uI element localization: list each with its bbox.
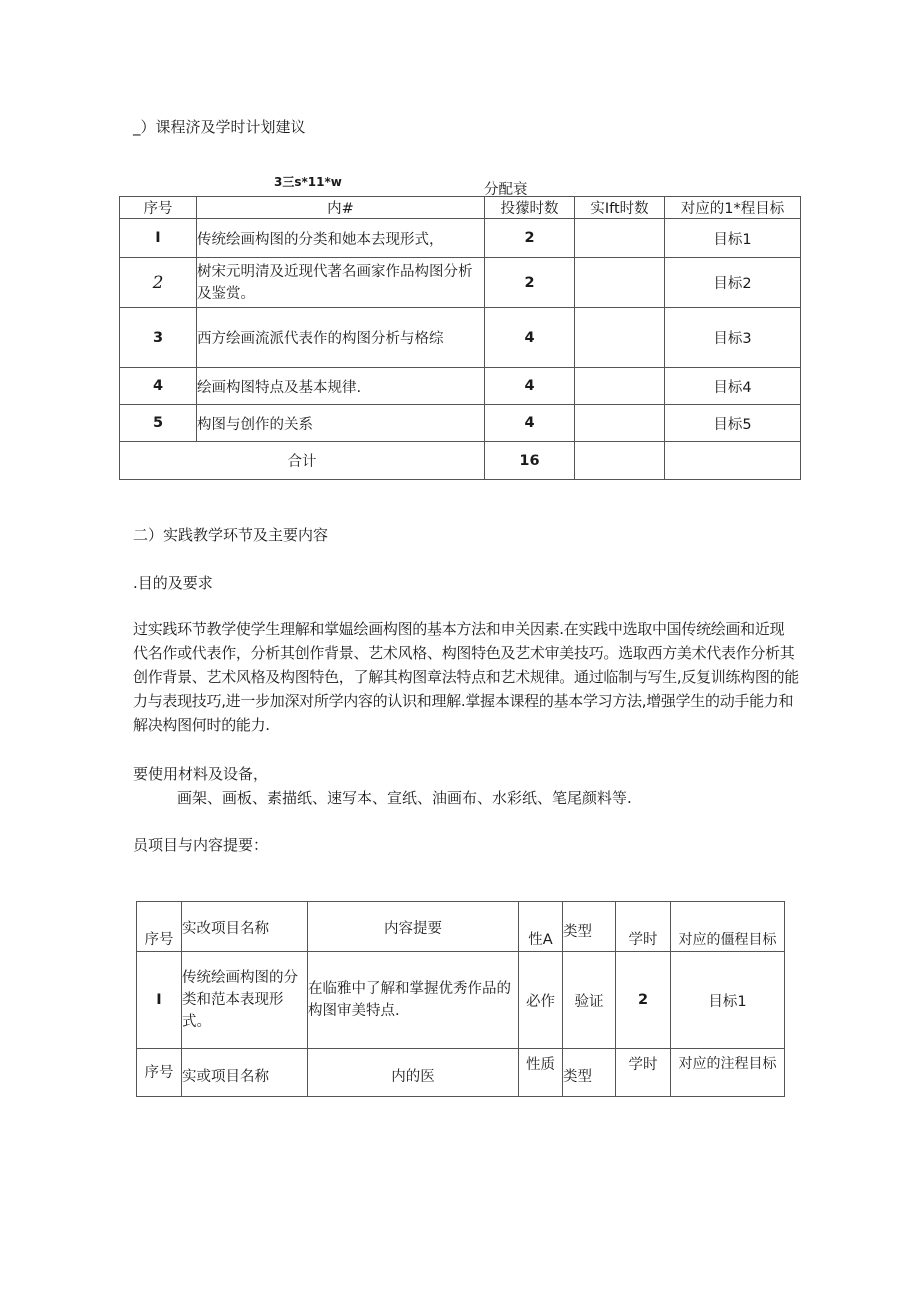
row-hours: 4: [485, 405, 575, 442]
header-summary: 内容提要: [308, 902, 519, 952]
row-target: 目标2: [665, 258, 801, 308]
row-no: I: [137, 952, 182, 1049]
header-no: 序号: [137, 902, 182, 952]
row-content: 传统绘画构图的分类和她本去现形式，: [197, 219, 485, 258]
row-target: 目标5: [665, 405, 801, 442]
row-hours: 4: [485, 308, 575, 368]
projects-heading: 员项目与内容提要：: [133, 836, 269, 854]
header-target: 对应的僵程目标: [671, 902, 785, 952]
goal-paragraph: [133, 617, 833, 737]
goal-line: 创作背景、艺术风格及构图特色，了解其构图章法特点和艺术规律。通过临制与写生,反复训练构图的能: [133, 668, 799, 686]
table-repeat-header-row: [137, 1049, 785, 1097]
row-no: 5: [120, 405, 197, 442]
row-no: 2: [120, 258, 197, 308]
table-row: [120, 368, 801, 405]
row-content: 西方绘画流派代表作的构图分析与格综: [197, 308, 485, 368]
materials-list: 画架、画板、素描纸、速写本、宣纸、油画布、水彩纸、笔尾颜料等.: [177, 789, 632, 807]
row-practice: [575, 219, 665, 258]
row-hours: 2: [485, 219, 575, 258]
header-hours: 投獴时数: [485, 197, 575, 219]
row-nature: 必作: [519, 952, 563, 1049]
row-practice: [575, 258, 665, 308]
table-header-row: [137, 902, 785, 952]
header-target: 对应的1*程目标: [665, 197, 801, 219]
section2-heading: 二）实践教学环节及主要内容: [133, 526, 329, 544]
table-row: [120, 405, 801, 442]
repeat-header-no: 序号: [137, 1049, 182, 1097]
header-type: 类型: [563, 902, 616, 952]
header-practice-hours: 实Ift时数: [575, 197, 665, 219]
table-row: [120, 219, 801, 258]
header-hours: 学时: [616, 902, 671, 952]
table-header-row: [120, 197, 801, 219]
row-content: 构图与创作的关系: [197, 405, 485, 442]
header-no: 序号: [120, 197, 197, 219]
header-nature: 性A: [519, 902, 563, 952]
header-name: 实改项目名称: [182, 902, 308, 952]
row-content: 树宋元明清及近现代著名画家作品构图分析及鉴赏。: [197, 258, 485, 308]
materials-heading: 要使用材料及设备，: [133, 765, 269, 783]
row-target: 目标3: [665, 308, 801, 368]
goal-line: 代名作或代表作，分析其创作背景、艺术风格、构图特色及艺术审美技巧。选取西方美术代表作分析其: [133, 644, 795, 662]
repeat-header-summary: 内的医: [308, 1049, 519, 1097]
row-practice: [575, 308, 665, 368]
total-practice: [575, 442, 665, 480]
row-no: 4: [120, 368, 197, 405]
table-total-row: [120, 442, 801, 480]
total-target: [665, 442, 801, 480]
repeat-header-name: 实或项目名称: [182, 1049, 308, 1097]
total-label: 合计: [120, 442, 485, 480]
table-row: [137, 952, 785, 1049]
course-hours-table: [119, 196, 801, 480]
table-row: [120, 308, 801, 368]
goal-heading: .目的及要求: [133, 574, 213, 592]
goal-line: 力与表现技巧,进一步加深对所学内容的认识和理解.掌握本课程的基本学习方法,增强学生的动手能力和: [133, 692, 794, 710]
repeat-header-hours: 学时: [616, 1049, 671, 1097]
row-summary: 在临雅中了解和掌握优秀作品的构图审美特点.: [308, 952, 519, 1049]
repeat-header-type: 类型: [563, 1049, 616, 1097]
row-hours: 2: [616, 952, 671, 1049]
row-target: 目标4: [665, 368, 801, 405]
header-content: 内#: [197, 197, 485, 219]
table1-caption-right: 分配衰: [484, 182, 528, 198]
table1-caption-left: 3三s*11*w: [274, 175, 342, 189]
row-hours: 4: [485, 368, 575, 405]
total-hours: 16: [485, 442, 575, 480]
row-target: 目标1: [671, 952, 785, 1049]
table-row: [120, 258, 801, 308]
goal-line: 过实践环节教学使学生理解和掌媪绘画构图的基本方法和申关因素.在实践中选取中国传统绘画和近现: [133, 620, 785, 638]
practice-projects-table: [136, 901, 785, 1097]
row-type: 验证: [563, 952, 616, 1049]
section1-heading: _）课程济及学时计划建议: [133, 118, 306, 136]
goal-line: 解决构图何时的能力.: [133, 716, 270, 734]
repeat-header-target: 对应的注程目标: [671, 1049, 785, 1097]
repeat-header-nature: 性质: [519, 1049, 563, 1097]
row-practice: [575, 405, 665, 442]
row-no: I: [120, 219, 197, 258]
row-practice: [575, 368, 665, 405]
row-no: 3: [120, 308, 197, 368]
row-name: 传统绘画构图的分类和范本表现形式。: [182, 952, 308, 1049]
row-content: 绘画构图特点及基本规律.: [197, 368, 485, 405]
row-target: 目标1: [665, 219, 801, 258]
row-hours: 2: [485, 258, 575, 308]
